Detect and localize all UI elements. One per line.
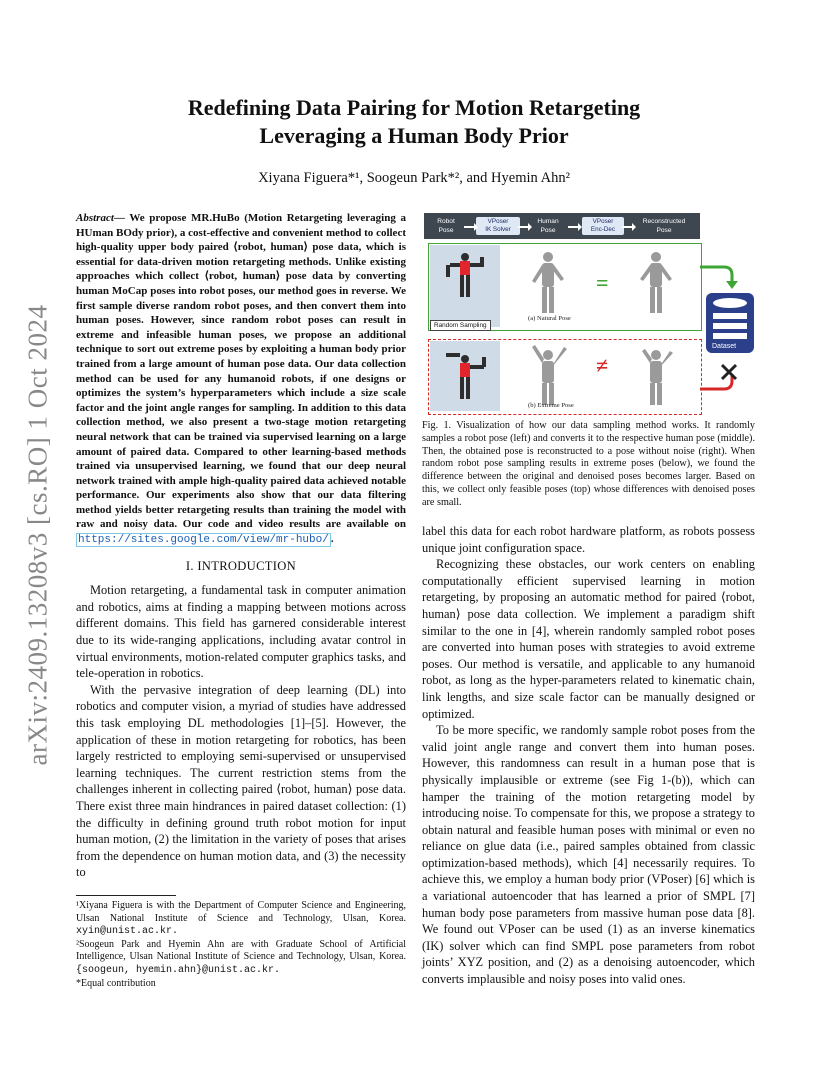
label-extreme-pose: (b) Extreme Pose	[528, 402, 574, 409]
footnote-2	[76, 939, 406, 978]
project-link[interactable]: https://sites.google.com/view/mr-hubo/	[78, 534, 329, 547]
dataset-label: Dataset	[712, 343, 737, 350]
arrow-to-dataset	[700, 267, 732, 283]
intro-paragraph-2: With the pervasive integration of deep learning (DL) into robotics and computer vision, a myriad of studies have addressed this task employing DL methodologies [1]–[5]. However, the application of these in motion retargeting for robotics, has been largely restricted to employing semi-supervised or unsupervised learning techniques. The current restriction stems from the challenges inherent in collecting paired ⟨robot, human⟩ pose data. There exist three main hindrances in paired dataset collection: (1) the difficulty in defining ground truth robot motion for input human motion, (2) the limitation in the variety of poses that arises from the dependence on human motion data, and (3) the necessity to	[76, 682, 406, 880]
label-natural-pose: (a) Natural Pose	[528, 315, 571, 322]
footnote-3: *Equal contribution	[76, 977, 156, 989]
header-vposer-ik: VPoser IK Solver	[476, 217, 520, 235]
abstract-label: Abstract	[76, 212, 114, 224]
header-human-pose: Human Pose	[537, 218, 559, 234]
title-line-1: Redefining Data Pairing for Motion Retargeting	[187, 95, 641, 120]
header-arrows	[464, 223, 636, 231]
section-heading-introduction: I. INTRODUCTION	[185, 558, 297, 573]
intro-paragraph-1: Motion retargeting, a fundamental task in computer animation and robotics, aims at finding a mapping between motions across different domains. This field has garnered considerable interest due to its wide-ranging applications, including avatar control in virtual environments, motion-related computer graphics tasks, and tele-operation in robotics.	[76, 583, 406, 681]
arxiv-side-stamp	[18, 300, 58, 770]
not-equal-sign: ≠	[596, 353, 609, 378]
right-paragraph-3: To be more specific, we randomly sample robot poses from the valid joint angle range and convert them into human poses. However, this randomness can result in a human pose that is physically implausible or extreme (see Fig 1-(b)), which can hamper the training of the motion retargeting model by introducing noise. To compensate for this, we propose a strategy to obtain natural and feasible human poses with minimal or even no reliance on glue data (i.e., paired samples obtained from classic optimization-based methods), which [4] necessarily requires. To achieve this, we employ a human body prior (VPoser) [6] which is a variational autoencoder that has learned a prior of SMPL [7] human body pose parameters from massive human pose data [8]. We found out VPoser can be used (1) as an inverse kinematics (IK) solver which can find SMPL pose parameters from robot joints’ XYZ position, and (2) as a denoising autoencoder, which converts implausible and noisy poses into valid ones.	[422, 723, 755, 987]
abstract	[76, 211, 406, 548]
abstract-end: .	[330, 533, 334, 546]
abstract-text: — We propose MR.HuBo (Motion Retargeting leveraging a HUman BOdy prior), a cost-effective and convenient method to collect high-quality upper body paired ⟨robot, human⟩ pose data, which is essential for data-driven motion retargeting methods. Unlike existing approaches which collect ⟨robot, human⟩ pose data by converting human MoCap poses into robot poses, our method goes in reverse. We first sample diverse random robot poses, and then convert them into human poses. However, since random robot poses can result in extreme and infeasible human poses, we propose an additional technique to sort out extreme poses by exploiting a human body prior trained from a large amount of human pose data. Our data collection method can be used for any humanoid robots, if one designs or optimizes the system’s hyperparameters which include a size scale factor and the joint angle ranges for sampling. In addition to this data collection method, we also present a two-stage motion retargeting neural network that can be trained via supervised learning on a large amount of paired data. Compared to other learning-based methods trained via unsupervised learning, we found that our deep neural network trained with ample high-quality paired data achieved notable performance. Our experiments also show that our data filtering method yields better retargeting results than training the model with raw and noisy data. Our code and video results are available on	[76, 212, 406, 531]
header-robot-pose: Robot Pose	[437, 218, 455, 234]
footnote-2-text: ²Soogeun Park and Hyemin Ahn are with Graduate School of Artificial Intelligence, Ulsan National Institute of Science and Technology, Ulsan, Korea.	[76, 938, 406, 963]
reject-x-icon	[722, 365, 736, 379]
paper-title	[100, 94, 728, 150]
arrow-head-green	[726, 281, 738, 289]
left-column	[76, 211, 406, 990]
right-paragraph-2: Recognizing these obstacles, our work centers on enabling computationally efficient supervised learning in motion retargeting, by proposing an automatic method for paired ⟨robot, human⟩ pose data collection. We implement a paradigm shift similar to the one in [4], wherein randomly sampled robot poses are converted into human poses with strategies to avoid extreme poses. Our method is versatile, and applicable to any humanoid robot, as long as the hyper-parameters related to kinematic chain, link lengths, and size scale factor can be manually designed or optimized.	[422, 557, 755, 721]
footnote-divider	[76, 895, 176, 896]
random-sampling-label: Random Sampling	[430, 320, 491, 331]
arxiv-id-text: arXiv:2409.13208v3 [cs.RO] 1 Oct 2024	[22, 304, 53, 766]
title-line-2: Leveraging a Human Body Prior	[259, 123, 569, 148]
footnote-2-email: {soogeun, hyemin.ahn}@unist.ac.kr.	[76, 964, 281, 976]
right-paragraph-1: label this data for each robot hardware platform, as robots possess unique joint configuration space.	[422, 524, 755, 555]
equal-sign: =	[596, 270, 609, 295]
header-vposer-encdec: VPoser Enc-Dec	[582, 217, 624, 235]
right-column	[422, 523, 755, 988]
footnote-1-email: xyin@unist.ac.kr.	[76, 926, 179, 938]
footnote-1-text: ¹Xiyana Figuera is with the Department of Computer Science and Engineering, Ulsan National Institute of Science and Technology, Ulsan, Korea.	[76, 899, 406, 924]
figure-1-caption: Fig. 1. Visualization of how our data sampling method works. It randomly samples a robot pose (left) and converts it to the respective human pose (middle). Then, the obtained pose is reconstructed to a pose without noise (right). When random robot pose sampling results in extreme poses (below), we found the difference between the original and denoised poses becomes larger. Based on this, we collect only feasible poses (top) whose differences with denoised poses are small.	[422, 420, 755, 508]
author-list: Xiyana Figuera*¹, Soogeun Park*², and Hyemin Ahn²	[258, 170, 570, 186]
figure-1	[424, 213, 756, 417]
footnote-1	[76, 900, 406, 939]
header-reconstructed-pose: Reconstructed Pose	[642, 218, 686, 234]
arrow-rejected	[700, 375, 732, 389]
